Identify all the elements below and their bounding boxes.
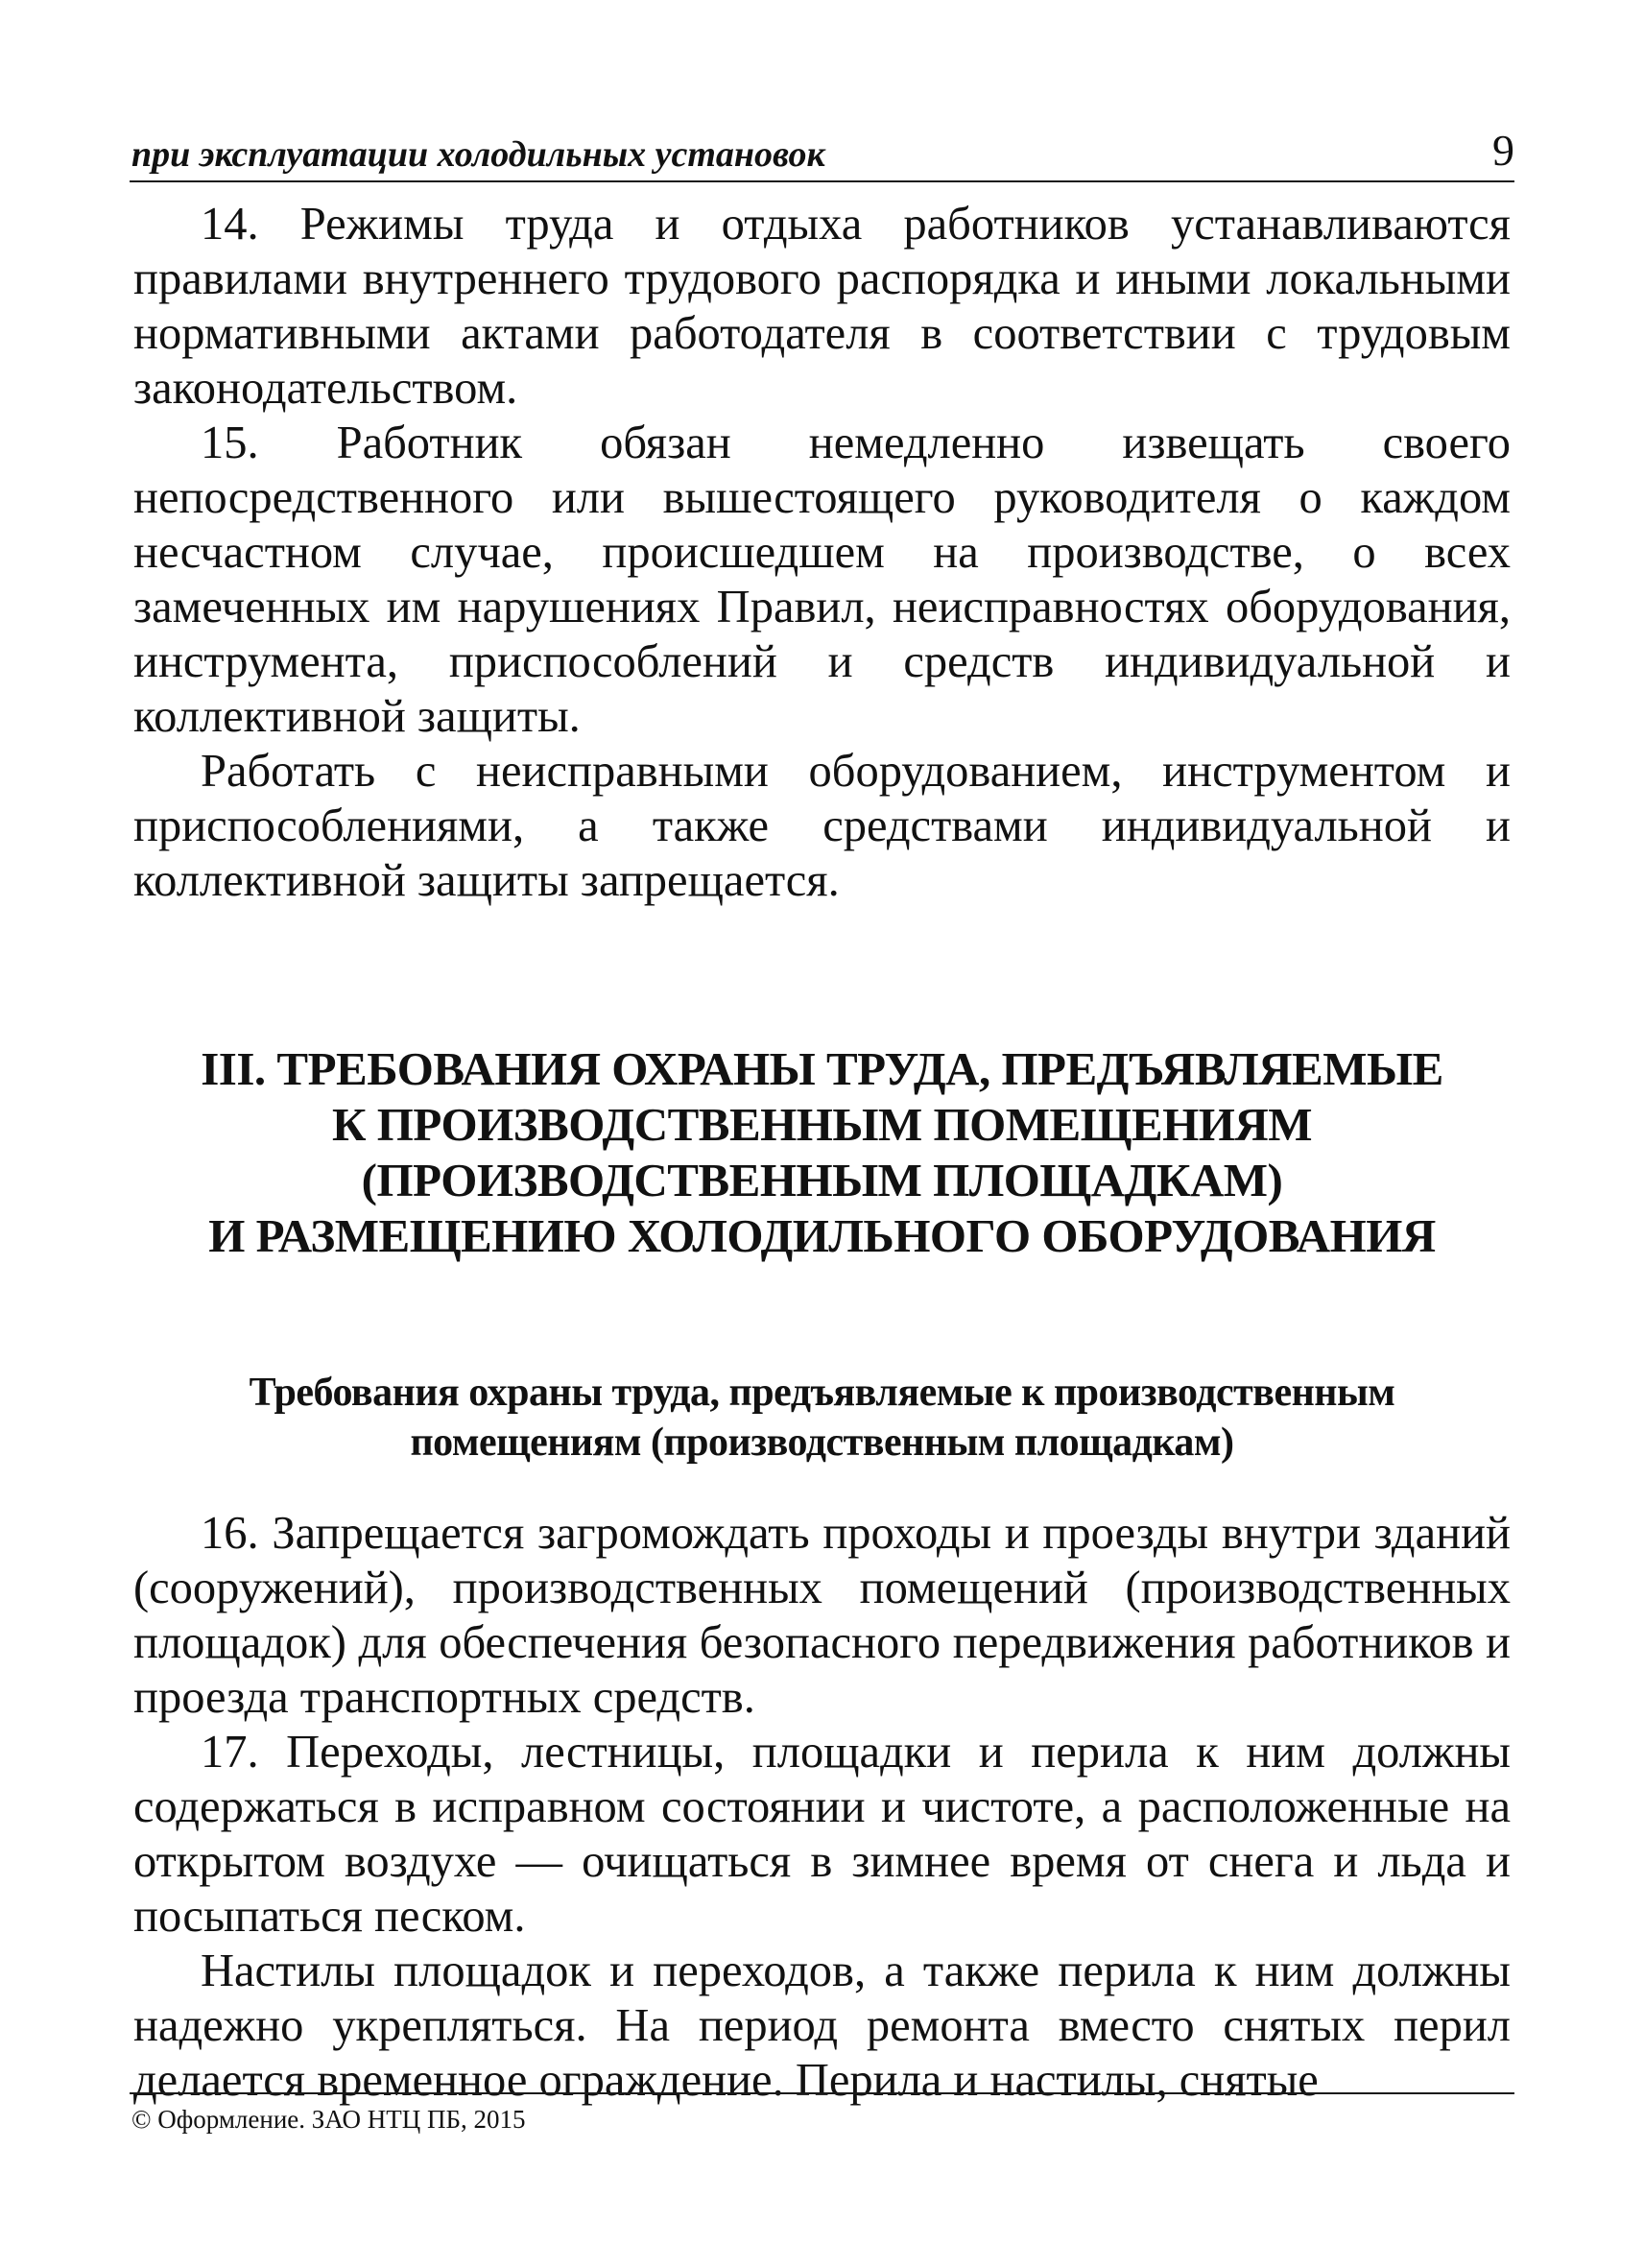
body-text (133, 197, 1511, 2108)
section-heading-line: III. ТРЕБОВАНИЯ ОХРАНЫ ТРУДА, ПРЕДЪЯВЛЯЕМЫЕ (201, 1042, 1443, 1095)
running-header-title: при эксплуатации холодильных установок (131, 134, 825, 175)
page-number: 9 (1492, 126, 1514, 175)
subsection-heading-line: помещениям (производственным площадкам) (410, 1420, 1234, 1465)
paragraph-14: 14. Режимы труда и отдыха работников устанавливаются правилами внутреннего трудового распорядка и иными локальными нормативными актами работодателя в соответствии с трудовым законодательством. (133, 199, 1511, 414)
section-heading (133, 1041, 1511, 1264)
running-header (130, 123, 1514, 182)
paragraph-15: 15. Работник обязан немедленно извещать своего непосредственного или вышестоящего руководителя о каждом несчастном случае, происшедшем на производстве, о всех замеченных им нарушениях Правил, неисправностях оборудования, инструмента, приспособлений и средств индивидуальной и коллективной защиты. (133, 418, 1511, 742)
paragraph-17-continued: Настилы площадок и переходов, а также перила к ним должны надежно укрепляться. На период ремонта вместо снятых перил делается временное ограждение. Перила и настилы, снятые (133, 1946, 1511, 2106)
subsection-heading (133, 1368, 1511, 1468)
section-heading-line: И РАЗМЕЩЕНИЮ ХОЛОДИЛЬНОГО ОБОРУДОВАНИЯ (208, 1209, 1436, 1262)
paragraph-16: 16. Запрещается загромождать проходы и проезды внутри зданий (сооружений), производственных помещений (производственных площадок) для обеспечения безопасного передвижения работников и проезда транспортных средств. (133, 1508, 1511, 1723)
subsection-heading-line: Требования охраны труда, предъявляемые к производственным (249, 1371, 1395, 1415)
copyright-notice: © Оформление. ЗАО НТЦ ПБ, 2015 (131, 2105, 526, 2134)
section-heading-line: К ПРОИЗВОДСТВЕННЫМ ПОМЕЩЕНИЯМ (332, 1098, 1312, 1151)
spacer (133, 1468, 1511, 1506)
section-heading-line: (ПРОИЗВОДСТВЕННЫМ ПЛОЩАДКАМ) (361, 1154, 1283, 1206)
paragraph-15-continued: Работать с неисправными оборудованием, инструментом и приспособлениями, а также средствами индивидуальной и коллективной защиты запрещается. (133, 746, 1511, 906)
running-footer (130, 2092, 1514, 2135)
paragraph-17: 17. Переходы, лестницы, площадки и перила к ним должны содержаться в исправном состоянии и чистоте, а расположенные на открытом воздухе — очищаться в зимнее время от снега и льда и посыпаться песком. (133, 1727, 1511, 1942)
